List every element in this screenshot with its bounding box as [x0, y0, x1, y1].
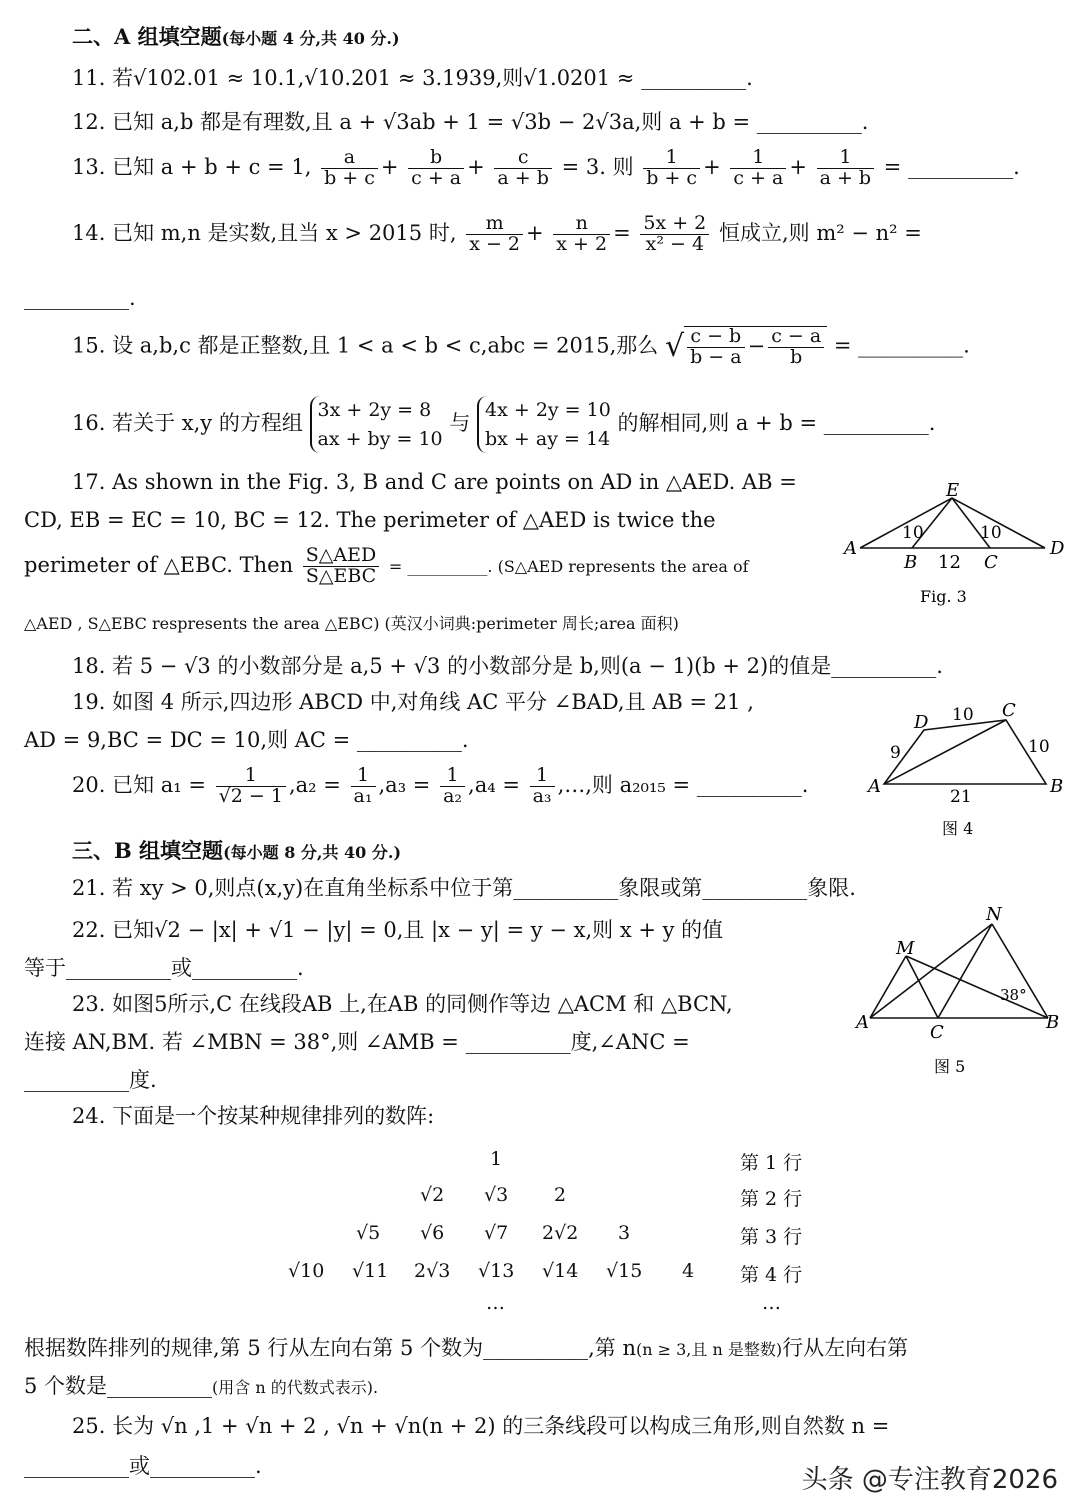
- q17-text: = __________. (S△AED represents the area of: [388, 556, 749, 576]
- q19-line2: AD = 9,BC = DC = 10,则 AC = __________.: [24, 728, 469, 752]
- q17-line1: 17. As shown in the Fig. 3, B and C are points on AD in △AED. AB =: [72, 470, 797, 494]
- fraction: $\frac{1}{\text{a₂}}$: [440, 766, 465, 807]
- fraction: $\frac{n}{x + 2}$: [553, 214, 610, 255]
- row-label: 第 3 行: [740, 1226, 803, 1248]
- label-C: C: [984, 552, 998, 573]
- q24-text: 根据数阵排列的规律,第 5 行从左向右第 5 个数为__________,第 n: [24, 1336, 636, 1360]
- fraction: $\frac{c - a}{b}$: [768, 327, 824, 368]
- question-number: 15.: [72, 333, 106, 358]
- q13-prefix: 已知 a + b + c = 1,: [112, 154, 312, 179]
- array-cell: √5: [356, 1222, 381, 1244]
- question-number: 13.: [72, 154, 106, 179]
- figure-caption: Fig. 3: [920, 587, 967, 606]
- label-C: C: [1002, 700, 1016, 721]
- label-ad: 9: [890, 743, 901, 763]
- q24-text: 行从左向右第: [782, 1336, 909, 1360]
- label-B: B: [1050, 776, 1064, 797]
- q19-line1: 19. 如图 4 所示,四边形 ABCD 中,对角线 AC 平分 ∠BAD,且 AB = 21 ,: [72, 690, 754, 714]
- q23-line3: __________度.: [24, 1068, 157, 1092]
- question-12: 12. 已知 a,b 都是有理数,且 a + √3ab + 1 = √3b − 2√3a,则 a + b = __________.: [72, 110, 869, 134]
- array-cell: 2: [554, 1184, 567, 1206]
- array-ellipsis: …: [762, 1292, 781, 1314]
- q20-text: ,a₂ =: [288, 772, 341, 797]
- array-cell: √15: [606, 1260, 643, 1282]
- q17-line2: CD, EB = EC = 10, BC = 12. The perimeter of △AED is twice the: [24, 508, 716, 532]
- section-note: (每小题 8 分,共 40 分.): [223, 843, 402, 862]
- section-title: 二、A 组填空题: [72, 24, 222, 49]
- question-16: [72, 396, 935, 453]
- q20-text: 已知 a₁ =: [112, 772, 206, 797]
- fraction: $\frac{c - b}{b - a}$: [687, 327, 745, 368]
- row-label: 第 4 行: [740, 1264, 803, 1286]
- label-N: N: [986, 904, 1002, 925]
- fraction: $\frac{1}{b + c}$: [643, 148, 700, 189]
- question-20: [72, 766, 808, 807]
- label-A: A: [856, 1012, 869, 1033]
- label-bc: 12: [938, 552, 961, 573]
- array-cell: 3: [618, 1222, 631, 1244]
- sqrt-icon: √: [664, 328, 685, 364]
- figure-5: [850, 904, 1065, 1084]
- array-cell: √7: [484, 1222, 509, 1244]
- q16-prefix: 若关于 x,y 的方程组: [112, 411, 303, 435]
- q15-prefix: 设 a,b,c 都是正整数,且 1 < a < b < c,abc = 2015,那么: [112, 333, 659, 358]
- array-cell: 4: [682, 1260, 695, 1282]
- fraction: $\frac{\text{S△AED}}{\text{S△EBC}}$: [303, 546, 379, 587]
- fraction: $\frac{b}{c + a}$: [408, 148, 464, 189]
- array-ellipsis: …: [486, 1292, 505, 1314]
- array-cell: √11: [352, 1260, 389, 1282]
- q24-note: (n ≥ 3,且 n 是整数): [635, 1340, 783, 1359]
- q22-line2: 等于__________或__________.: [24, 956, 304, 980]
- label-angle: 38°: [1000, 986, 1027, 1004]
- figure-caption: 图 5: [934, 1057, 966, 1076]
- fraction: $\frac{1}{\text{a₃}}$: [530, 766, 555, 807]
- q24-text: 5 个数是__________: [24, 1374, 213, 1398]
- q24-line2: [24, 1336, 908, 1361]
- label-D: D: [1050, 538, 1065, 559]
- fraction: $\frac{1}{c + a}$: [730, 148, 786, 189]
- section-note: (每小题 4 分,共 40 分.): [221, 29, 400, 48]
- array-cell: 2√3: [414, 1260, 451, 1282]
- fraction: $\frac{1}{√2 - 1}$: [216, 766, 286, 807]
- fraction: $\frac{a}{b + c}$: [321, 148, 378, 189]
- figure-4: [860, 696, 1070, 846]
- array-cell: √14: [542, 1260, 579, 1282]
- question-14: 14. 已知 m,n 是实数,且当 x > 2015 时, $\frac{m}{x - 2}$ + $\frac{n}{x + 2}$ = $\frac{5x + 2}{\text{x² − 4}}$ 恒成立,则 m² − n² =: [72, 212, 922, 255]
- array-cell: √3: [484, 1184, 509, 1206]
- section-3-heading: [72, 838, 401, 863]
- question-number: 16.: [72, 411, 106, 435]
- fraction: $\frac{c}{a + b}$: [494, 148, 552, 189]
- question-13: 13. 已知 a + b + c = 1, $\frac{a}{b + c}$ + $\frac{b}{c + a}$ + $\frac{c}{a + b}$ = 3. 则 $\frac{1}{b + c}$ + $\frac{1}{c + a}$ + $\frac{1}{a + b}$ = __________.: [72, 146, 1020, 189]
- q23-line2: 连接 AN,BM. 若 ∠MBN = 38°,则 ∠AMB = __________度,∠ANC =: [24, 1030, 690, 1054]
- q24-note: (用含 n 的代数式表示).: [212, 1378, 379, 1397]
- array-cell: √6: [420, 1222, 445, 1244]
- label-A: A: [868, 776, 881, 797]
- q14-line2: __________.: [24, 286, 136, 310]
- q14-prefix: 已知 m,n 是实数,且当 x > 2015 时,: [112, 220, 457, 245]
- figure-caption: 图 4: [942, 819, 974, 838]
- q20-text: ,a₄ =: [468, 772, 520, 797]
- label-A: A: [844, 538, 857, 559]
- q13-mid: = 3. 则: [561, 154, 634, 179]
- label-C: C: [930, 1022, 944, 1043]
- fraction: $\frac{5x + 2}{\text{x² − 4}}$: [640, 214, 709, 255]
- q25-line1: 25. 长为 √n ,1 + √n + 2 , √n + √n(n + 2) 的三条线段可以构成三角形,则自然数 n =: [72, 1414, 890, 1438]
- q24-line3: [24, 1374, 378, 1399]
- q23-line1: 23. 如图5所示,C 在线段AB 上,在AB 的同侧作等边 △ACM 和 △BCN,: [72, 992, 733, 1016]
- q17-line3: [24, 546, 749, 587]
- question-number: 14.: [72, 220, 106, 245]
- q14-end: 恒成立,则 m² − n² =: [718, 220, 922, 245]
- label-M: M: [896, 938, 915, 959]
- q13-end: = __________.: [883, 154, 1020, 179]
- label-B: B: [1046, 1012, 1060, 1033]
- row-label: 第 1 行: [740, 1152, 803, 1174]
- array-cell: 1: [490, 1148, 503, 1170]
- label-dc: 10: [952, 705, 974, 725]
- q25-line2: __________或__________.: [24, 1454, 262, 1478]
- label-B: B: [904, 552, 918, 573]
- question-15: [72, 326, 970, 368]
- q16-mid: 与: [449, 411, 471, 435]
- q16-end: 的解相同,则 a + b = __________.: [617, 411, 936, 435]
- question-18: 18. 若 5 − √3 的小数部分是 a,5 + √3 的小数部分是 b,则(a − 1)(b + 2)的值是__________.: [72, 654, 943, 678]
- label-E: E: [946, 480, 960, 501]
- q24-line1: 24. 下面是一个按某种规律排列的数阵:: [72, 1104, 435, 1128]
- figure-3: [840, 476, 1070, 616]
- question-21: 21. 若 xy > 0,则点(x,y)在直角坐标系中位于第__________象限或第__________象限.: [72, 876, 856, 900]
- q17-text: perimeter of △EBC. Then: [24, 552, 294, 577]
- section-title: 三、B 组填空题: [72, 838, 224, 863]
- sqrt-body: $\frac{c - b}{b - a}$ − $\frac{c - a}{b}$: [684, 326, 827, 368]
- section-2-heading: [72, 24, 400, 49]
- label-cb: 10: [1028, 737, 1050, 757]
- q20-text: ,…,则 a₂₀₁₅ = __________.: [557, 772, 809, 797]
- fraction: $\frac{1}{a + b}$: [817, 148, 875, 189]
- array-cell: √13: [478, 1260, 515, 1282]
- watermark: 头条 @专注教育2026: [801, 1465, 1058, 1495]
- row-label: 第 2 行: [740, 1188, 803, 1210]
- array-cell: 2√2: [542, 1222, 579, 1244]
- equation-system-2: 4x + 2y = 10 bx + ay = 14: [477, 396, 611, 453]
- question-11: 11. 若√102.01 ≈ 10.1,√10.201 ≈ 3.1939,则√1.0201 ≈ __________.: [72, 66, 753, 90]
- label-ab: 21: [950, 787, 972, 807]
- fraction: $\frac{1}{\text{a₁}}$: [351, 766, 376, 807]
- label-D: D: [914, 712, 929, 733]
- equation-system-1: 3x + 2y = 8 ax + by = 10: [310, 396, 443, 453]
- q22-line1: 22. 已知√2 − |x| + √1 − |y| = 0,且 |x − y| = y − x,则 x + y 的值: [72, 918, 724, 942]
- fraction: $\frac{m}{x - 2}$: [466, 214, 523, 255]
- label-ec: 10: [980, 523, 1002, 543]
- q20-text: ,a₃ =: [378, 772, 431, 797]
- q17-line4: △AED , S△EBC respresents the area △EBC) (英汉小词典:perimeter 周长;area 面积): [24, 614, 679, 633]
- label-eb: 10: [902, 523, 924, 543]
- array-cell: √10: [288, 1260, 325, 1282]
- array-cell: √2: [420, 1184, 445, 1206]
- question-number: 20.: [72, 772, 106, 797]
- q15-end: = __________.: [833, 333, 970, 358]
